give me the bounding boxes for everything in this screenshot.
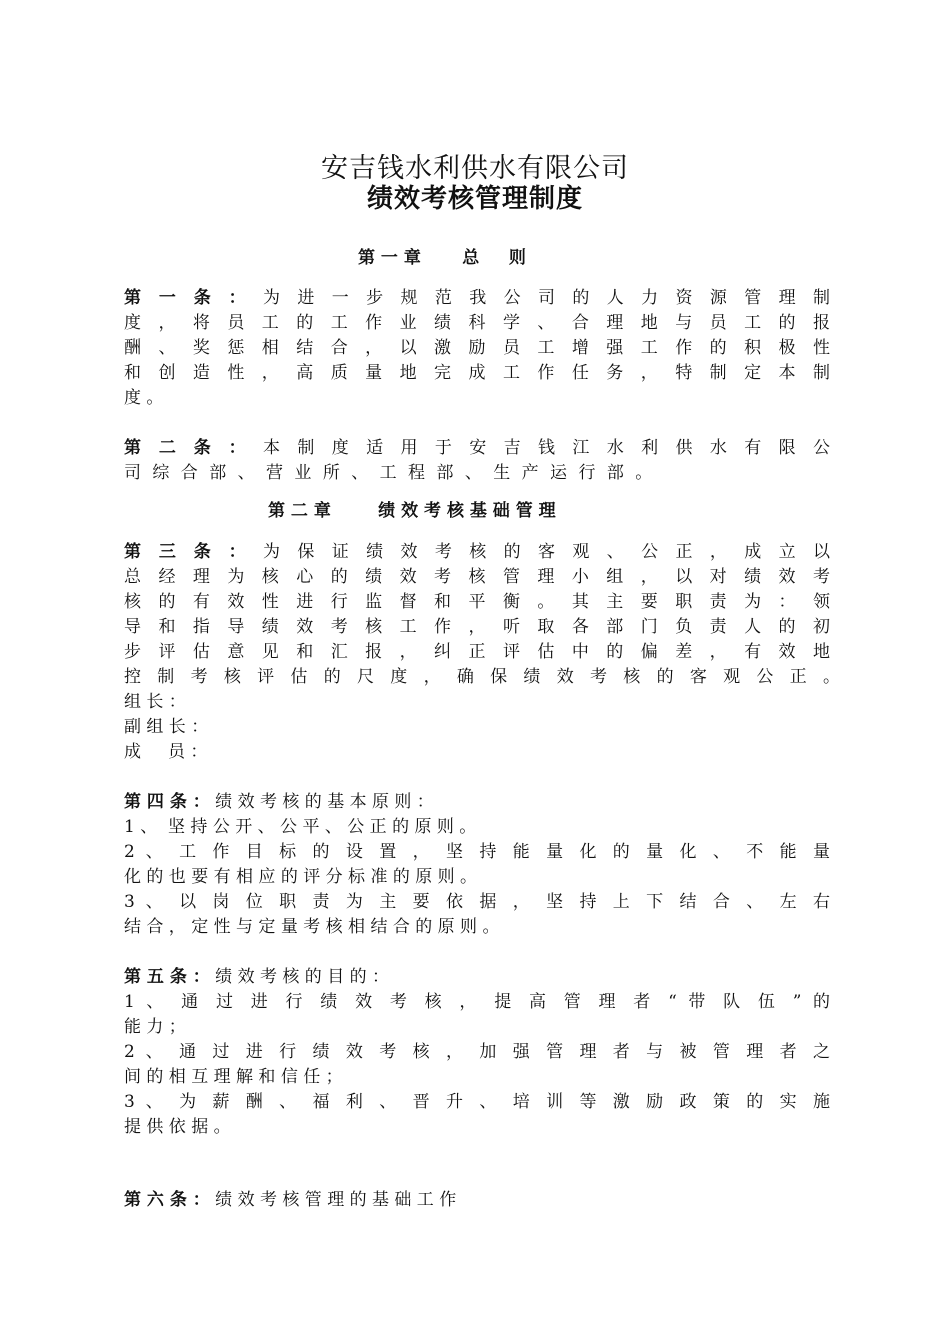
article-3-line-3: 核 的 有 效 性 进 行 监 督 和 平 衡 。 其 主 要 职 责 为 ： 领 xyxy=(124,592,830,612)
article-5-item-3: 3 、 为 薪 酬 、 福 利 、 晋 升 、 培 训 等 激 励 政 策 的 实 施 xyxy=(124,1092,830,1112)
chapter-1-heading: 第 一 章 总 则 xyxy=(358,248,526,268)
article-1-line-1: 第 一 条 ： 为 进 一 步 规 范 我 公 司 的 人 力 资 源 管 理 制 xyxy=(124,288,830,308)
article-4-line-1: 第 四 条 ： 绩 效 考 核 的 基 本 原 则 ： xyxy=(124,792,434,812)
article-6-line-1: 第 六 条 ： 绩 效 考 核 管 理 的 基 础 工 作 xyxy=(124,1190,457,1210)
article-5-item-1: 1 、 通 过 进 行 绩 效 考 核 ， 提 高 管 理 者 “ 带 队 伍 ” 的 xyxy=(124,992,830,1012)
article-6-label: 第 六 条 ： xyxy=(124,1190,210,1210)
article-5-label: 第 五 条 ： xyxy=(124,967,210,987)
article-1-line-5: 度 。 xyxy=(124,388,164,408)
article-3-line-6: 控 制 考 核 评 估 的 尺 度 ， 确 保 绩 效 考 核 的 客 观 公 正 。 xyxy=(124,667,840,687)
article-2-line-2: 司 综 合 部 、 营 业 所 、 工 程 部 、 生 产 运 行 部 。 xyxy=(124,463,656,483)
article-5-item-2-cont: 间 的 相 互 理 解 和 信 任 ； xyxy=(124,1067,343,1087)
article-3-line-1: 第 三 条 ： 为 保 证 绩 效 考 核 的 客 观 、 公 正 ， 成 立 以 xyxy=(124,542,830,562)
article-5-item-3-cont: 提 供 依 据 。 xyxy=(124,1117,231,1137)
article-2-line-1: 第 二 条 ： 本 制 度 适 用 于 安 吉 钱 江 水 利 供 水 有 限 公 xyxy=(124,438,830,458)
group-leader-line: 组 长 ： xyxy=(124,692,186,712)
article-5-item-1-cont: 能 力 ； xyxy=(124,1017,186,1037)
article-1-label: 第 一 条 ： xyxy=(124,288,252,308)
article-4-item-2-cont: 化 的 也 要 有 相 应 的 评 分 标 准 的 原 则 。 xyxy=(124,867,478,887)
deputy-leader-line: 副 组 长 ： xyxy=(124,717,209,737)
document-title: 绩效考核管理制度 xyxy=(366,184,583,214)
article-3-line-5: 步 评 估 意 见 和 汇 报 ， 纠 正 评 估 中 的 偏 差 ， 有 效 地 xyxy=(124,642,830,662)
article-4-item-2: 2 、 工 作 目 标 的 设 置 ， 坚 持 能 量 化 的 量 化 、 不 能 量 xyxy=(124,842,830,862)
members-line: 成 员 ： xyxy=(124,742,208,762)
article-5-item-2: 2 、 通 过 进 行 绩 效 考 核 ， 加 强 管 理 者 与 被 管 理 者 之 xyxy=(124,1042,830,1062)
article-2-label: 第 二 条 ： xyxy=(124,438,252,458)
article-1-line-4: 和 创 造 性 ， 高 质 量 地 完 成 工 作 任 务 ， 特 制 定 本 制 xyxy=(124,363,830,383)
article-3-label: 第 三 条 ： xyxy=(124,542,252,562)
article-4-item-1: 1 、 坚 持 公 开 、 公 平 、 公 正 的 原 则 。 xyxy=(124,817,477,837)
article-3-line-4: 导 和 指 导 绩 效 考 核 工 作 ， 听 取 各 部 门 负 责 人 的 初 xyxy=(124,617,830,637)
company-title: 安吉钱水利供水有限公司 xyxy=(321,153,629,184)
chapter-2-heading: 第 二 章 绩 效 考 核 基 础 管 理 xyxy=(268,501,556,521)
article-3-line-2: 总 经 理 为 核 心 的 绩 效 考 核 管 理 小 组 ， 以 对 绩 效 考 xyxy=(124,567,830,587)
article-1-line-3: 酬 、 奖 惩 相 结 合 ， 以 激 励 员 工 增 强 工 作 的 积 极 性 xyxy=(124,338,830,358)
article-4-item-3-cont: 结 合 ， 定 性 与 定 量 考 核 相 结 合 的 原 则 。 xyxy=(124,917,500,937)
article-5-line-1: 第 五 条 ： 绩 效 考 核 的 目 的 ： xyxy=(124,967,389,987)
article-1-line-2: 度 ， 将 员 工 的 工 作 业 绩 科 学 、 合 理 地 与 员 工 的 报 xyxy=(124,313,830,333)
article-4-label: 第 四 条 ： xyxy=(124,792,210,812)
article-4-item-3: 3 、 以 岗 位 职 责 为 主 要 依 据 ， 坚 持 上 下 结 合 、 左 右 xyxy=(124,892,830,912)
